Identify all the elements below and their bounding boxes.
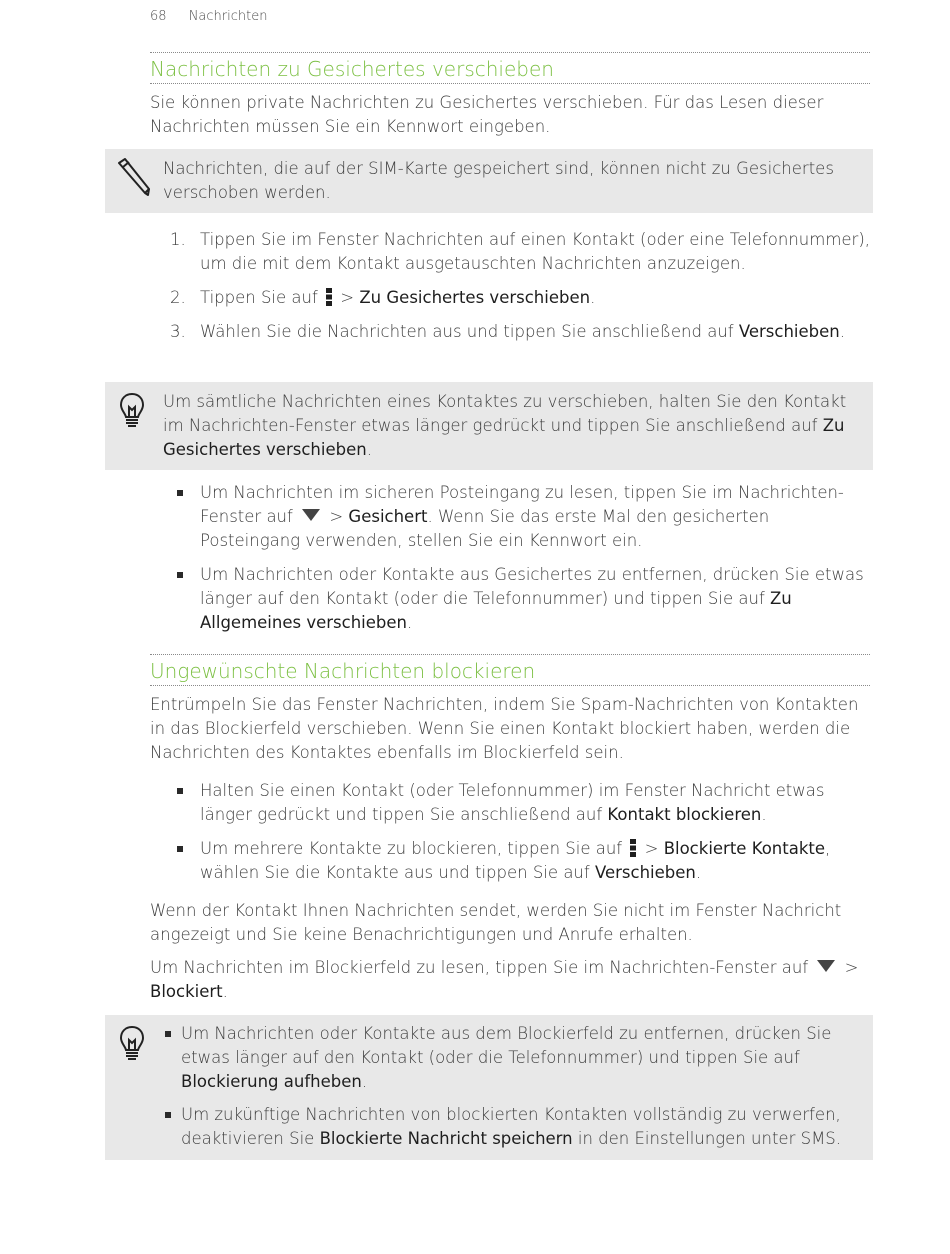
lightbulb-icon: [119, 1025, 145, 1067]
section2-intro: Entrümpeln Sie das Fenster Nachrichten, indem Sie Spam-Nachrichten von Kontakten in das Blockierfeld verschieben. Wenn Sie einen Kontakt blockiert haben, werden die Nachrichten des Kontaktes ebenfalls im Blockierfeld sein.: [150, 695, 859, 762]
step-number: 1.: [170, 230, 186, 249]
section-title-gesichertes: Nachrichten zu Gesichertes verschieben: [150, 52, 870, 84]
menu-option-label: Blockiert: [150, 982, 223, 1001]
tip-bullet-list: [165, 1022, 855, 1160]
menu-dots-icon: [629, 839, 637, 857]
button-label: Verschieben: [594, 863, 696, 882]
step-number: 2.: [170, 288, 186, 307]
list-item: [175, 563, 870, 635]
list-item-text-rest: , wählen Sie die Kontakte aus und tippen Sie auf: [200, 839, 831, 882]
list-item: [175, 837, 870, 885]
step-number: 3.: [170, 322, 186, 341]
para-text: Um Nachrichten im Blockierfeld zu lesen, tippen Sie im Nachrichten-Fenster auf: [150, 958, 809, 977]
dropdown-triangle-icon: [817, 960, 835, 972]
tip-text: [163, 390, 855, 462]
chapter-title: Nachrichten: [188, 9, 268, 24]
tip-text-body: Um sämtliche Nachrichten eines Kontaktes zu verschieben, halten Sie den Kontakt im Nachrichten-Fenster etwas länger gedrückt und tippen Sie anschließend auf: [163, 392, 847, 435]
bullet-icon: [177, 490, 183, 496]
list-item-text: Um Nachrichten oder Kontakte aus dem Blockierfeld zu entfernen, drücken Sie etwas länger auf den Kontakt (oder die Telefonnummer) und tippen Sie auf: [181, 1024, 832, 1067]
list-item: [175, 779, 870, 827]
tip-box-blockieren: [105, 1015, 873, 1160]
dropdown-triangle-icon: [302, 509, 320, 521]
menu-option-label: Zu Allgemeines verschieben: [200, 589, 792, 632]
bullet-icon: [165, 1112, 171, 1118]
bullet-list-gesichertes: [175, 481, 870, 645]
punct: .: [222, 982, 228, 1001]
separator: >: [329, 507, 344, 526]
step-item: [170, 286, 870, 310]
list-item-text-rest: in den Einstellungen unter SMS.: [577, 1129, 842, 1148]
step-item: [170, 228, 870, 276]
menu-option-label: Blockierung aufheben: [181, 1072, 362, 1091]
punct: .: [361, 1072, 368, 1091]
list-item-text: Um Nachrichten im sicheren Posteingang zu lesen, tippen Sie im Nachrichten-Fenster auf: [200, 483, 844, 526]
section1-intro: Sie können private Nachrichten zu Gesichertes verschieben. Für das Lesen dieser Nachrichten müssen Sie ein Kennwort eingeben.: [150, 93, 824, 136]
punct: .: [590, 288, 596, 307]
bullet-icon: [177, 572, 183, 578]
menu-dots-icon: [325, 288, 333, 306]
note-box: [105, 149, 873, 213]
punct: .: [761, 805, 767, 824]
menu-option-label: Zu Gesichertes verschieben: [163, 416, 845, 459]
menu-option-label: Zu Gesichertes verschieben: [359, 288, 591, 307]
list-item-text: Um zukünftige Nachrichten von blockierten Kontakten vollständig zu verwerfen, deaktivieren Sie: [181, 1105, 841, 1148]
list-item-text: Um mehrere Kontakte zu blockieren, tippen Sie auf: [200, 839, 623, 858]
list-item: [175, 481, 870, 553]
bullet-list-blockieren: [175, 779, 870, 895]
step-text: Tippen Sie im Fenster Nachrichten auf einen Kontakt (oder eine Telefonnummer), um die mit dem Kontakt ausgetauschten Nachrichten anzuzeigen.: [200, 230, 871, 273]
bullet-icon: [165, 1031, 171, 1037]
separator: >: [844, 958, 859, 977]
menu-option-label: Kontakt blockieren: [607, 805, 762, 824]
separator: >: [340, 288, 355, 307]
steps-list: [170, 228, 870, 354]
punct: .: [839, 322, 845, 341]
step-text: Wählen Sie die Nachrichten aus und tippen Sie anschließend auf: [200, 322, 734, 341]
list-item: [165, 1103, 855, 1151]
bullet-icon: [177, 788, 183, 794]
menu-option-label: Gesichert: [348, 507, 428, 526]
step-text: Tippen Sie auf: [200, 288, 318, 307]
list-item-text: Halten Sie einen Kontakt (oder Telefonnummer) im Fenster Nachricht etwas länger gedrückt und tippen Sie anschließend auf: [200, 781, 825, 824]
punct: .: [366, 440, 372, 459]
section2-para3: [150, 956, 870, 1004]
tip-box: [105, 382, 873, 470]
setting-label: Blockierte Nachricht speichern: [319, 1129, 573, 1148]
menu-option-label: Blockierte Kontakte: [663, 839, 826, 858]
note-text: Nachrichten, die auf der SIM-Karte gespeichert sind, können nicht zu Gesichertes verschoben werden.: [163, 159, 834, 202]
pencil-icon: [115, 157, 151, 201]
bullet-icon: [177, 846, 183, 852]
section-title-blockieren: Ungewünschte Nachrichten blockieren: [150, 654, 870, 686]
separator: >: [644, 839, 659, 858]
punct: .: [695, 863, 702, 882]
button-label: Verschieben: [738, 322, 840, 341]
step-item: [170, 320, 870, 344]
page-number: 68: [150, 9, 167, 24]
list-item: [165, 1022, 855, 1094]
list-item-text: Um Nachrichten oder Kontakte aus Gesichertes zu entfernen, drücken Sie etwas länger auf den Kontakt (oder die Telefonnummer) und tippen Sie auf: [200, 565, 864, 608]
page-header: [150, 9, 267, 24]
lightbulb-icon: [119, 392, 145, 434]
list-item-text-rest: . Wenn Sie das erste Mal den gesicherten Posteingang verwenden, stellen Sie ein Kennwort ein.: [200, 507, 770, 550]
punct: .: [406, 613, 413, 632]
section2-para2: Wenn der Kontakt Ihnen Nachrichten sendet, werden Sie nicht im Fenster Nachricht angezeigt und Sie keine Benachrichtigungen und Anrufe erhalten.: [150, 901, 842, 944]
